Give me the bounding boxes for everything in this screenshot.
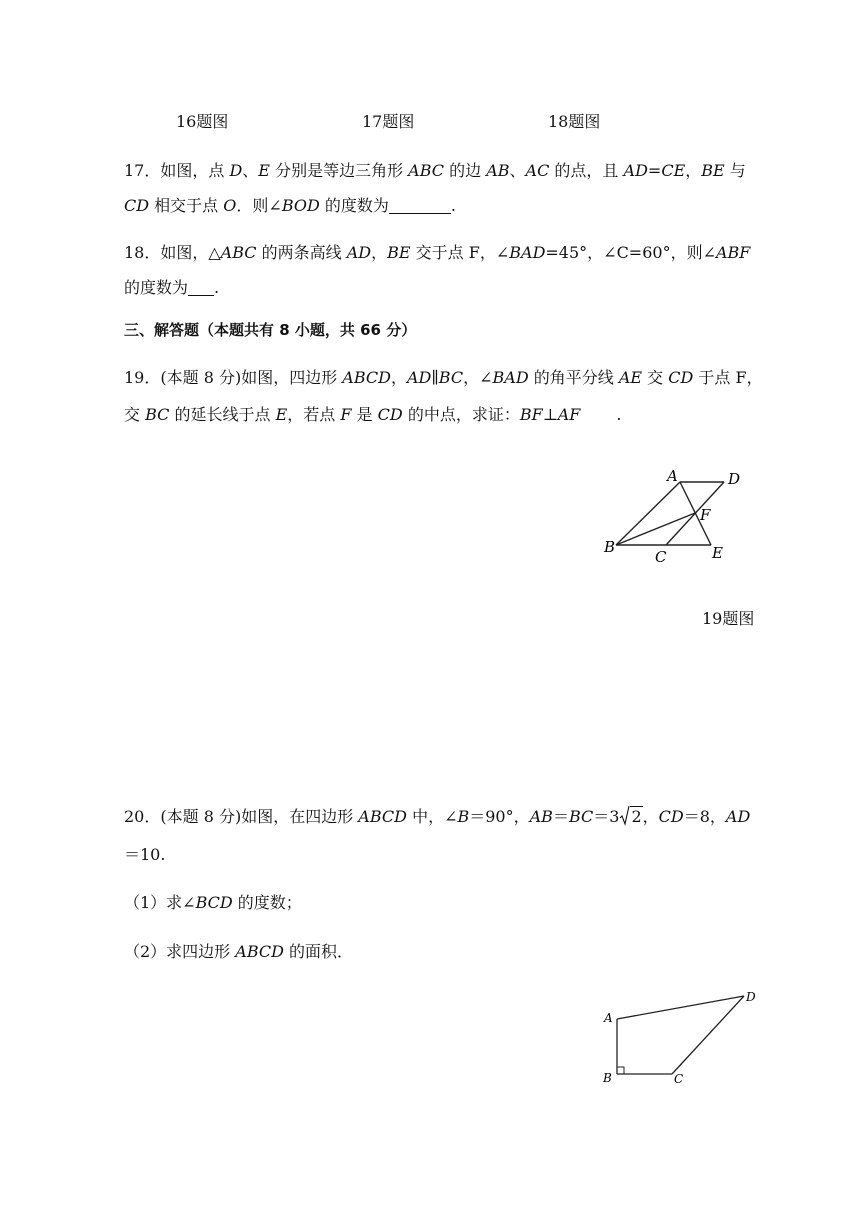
q19-line1 [124, 365, 763, 388]
text-run: 20．(本题 8 分)如图，在四边形 [124, 807, 359, 826]
math-variable: O [223, 196, 237, 215]
text-run: ， [642, 807, 659, 826]
text-run: =45°，∠C=60°，则∠ [545, 243, 716, 262]
math-variable: ABF [715, 243, 751, 262]
text-run: ∥ [431, 368, 439, 387]
q20-line1-text [124, 807, 619, 826]
fig20-label-c: C [674, 1072, 684, 1086]
fig19-label-a: A [667, 467, 678, 485]
math-variable: BF [519, 405, 543, 424]
math-variable: ABCD [342, 368, 391, 387]
text-run: 的度数； [232, 893, 302, 912]
text-run: 18．如图，△ [124, 243, 221, 262]
q17-line2-text [124, 196, 389, 215]
fig19-label-b: B [604, 538, 616, 556]
math-variable: BC [145, 405, 170, 424]
text-run: 于点 F， [693, 368, 763, 387]
q20-line1-after [643, 807, 751, 826]
math-variable: ABC [220, 243, 257, 262]
text-run: 是 [351, 405, 378, 424]
math-variable: BE [701, 161, 725, 180]
math-variable: B [457, 807, 470, 826]
fig20-label-a: A [604, 1011, 613, 1025]
math-variable: D [229, 161, 243, 180]
caption-fig18: 18题图 [548, 112, 601, 131]
math-variable: E [258, 161, 270, 180]
text-run: 交 [124, 405, 146, 424]
q17-period: . [450, 196, 456, 215]
q20-line1 [124, 804, 750, 827]
fig19-label-f: F [700, 506, 711, 524]
text-run: ＝8， [683, 807, 726, 826]
q19-line2-text [124, 405, 580, 424]
math-variable: CD [668, 368, 694, 387]
text-run: ，若点 [287, 405, 341, 424]
fig20-label-d: D [746, 990, 756, 1004]
text-run: 交 [642, 368, 669, 387]
q18-line2-text: 的度数为 [124, 278, 189, 297]
text-run: 交于点 F，∠ [410, 243, 510, 262]
q17-line1 [124, 158, 746, 181]
q18-answer-blank [188, 279, 214, 296]
q18-line2 [124, 275, 219, 298]
q18-period: . [214, 278, 220, 297]
text-run: 19．(本题 8 分)如图，四边形 [124, 368, 343, 387]
math-variable: AD [346, 243, 372, 262]
q20-sqrt [619, 805, 642, 827]
math-variable: ABCD [235, 942, 284, 961]
math-variable: AF [557, 405, 581, 424]
fig20-label-b: B [603, 1071, 612, 1085]
text-run: ， [371, 243, 388, 262]
text-run: ．则∠ [236, 196, 282, 215]
text-run: ＝ [552, 807, 569, 826]
math-variable: AC [525, 161, 550, 180]
text-run: 分别是等边三角形 [269, 161, 409, 180]
math-variable: BAD [509, 243, 546, 262]
text-run: 的度数为 [319, 196, 389, 215]
text-run: 中，∠ [406, 807, 458, 826]
sqrt-sign-icon [619, 805, 630, 827]
q17-answer-blank [389, 197, 451, 214]
text-run: ， [685, 161, 702, 180]
math-variable: AD=CE [623, 161, 686, 180]
text-run: ，∠ [463, 368, 493, 387]
text-run: 的面积． [283, 942, 354, 961]
q18-line1 [124, 240, 750, 263]
caption-fig19: 19题图 [702, 609, 755, 628]
math-variable: ABCD [358, 807, 407, 826]
text-run: ， [390, 368, 407, 387]
math-variable: CD [377, 405, 403, 424]
math-variable: ABC [408, 161, 445, 180]
text-run: 的延长线于点 [169, 405, 276, 424]
math-variable: BE [387, 243, 411, 262]
text-run: 的边 [444, 161, 487, 180]
fig19-label-e: E [712, 544, 723, 562]
math-variable: AB [529, 807, 553, 826]
math-variable: BC [438, 368, 464, 387]
math-variable: CD [124, 196, 150, 215]
q19-line2 [124, 402, 621, 425]
text-run: 相交于点 [149, 196, 224, 215]
figure-20-diagram [598, 986, 768, 1090]
text-run: 的两条高线 [256, 243, 347, 262]
text-run: ⊥ [542, 405, 558, 424]
math-variable: E [275, 405, 288, 424]
caption-fig17: 17题图 [362, 112, 415, 131]
q20-line2: ＝10. [124, 845, 166, 864]
math-variable: BCD [195, 893, 233, 912]
math-variable: AE [618, 368, 643, 387]
math-variable: BAD [492, 368, 529, 387]
caption-fig16: 16题图 [176, 112, 229, 131]
text-run: 、 [509, 161, 526, 180]
fig19-label-d: D [728, 470, 741, 488]
math-variable: AD [725, 807, 751, 826]
section-3-heading: 三、解答题（本题共有 8 小题，共 66 分） [124, 321, 417, 339]
fig19-label-c: C [655, 548, 667, 566]
q20-part1 [124, 890, 302, 913]
figure-19-diagram [596, 464, 756, 570]
math-variable: AD [407, 368, 432, 387]
math-variable: F [340, 405, 352, 424]
text-run: ＝3 [593, 807, 620, 826]
math-variable: CD [658, 807, 684, 826]
text-run: 与 [724, 161, 746, 180]
text-run: 的中点，求证： [402, 405, 520, 424]
math-variable: BC [568, 807, 594, 826]
math-variable: AB [486, 161, 510, 180]
text-run: （2）求四边形 [124, 942, 236, 961]
q19-period: . [616, 405, 622, 424]
text-run: 的点，且 [549, 161, 624, 180]
q20-sqrt-radicand: 2 [631, 807, 642, 826]
text-run: ＝90°， [469, 807, 530, 826]
text-run: （1）求∠ [124, 893, 196, 912]
text-run: 的角平分线 [528, 368, 619, 387]
text-run: 、 [242, 161, 259, 180]
math-variable: BOD [281, 196, 320, 215]
q17-line2 [124, 193, 456, 216]
text-run: 17．如图，点 [124, 161, 230, 180]
q20-part2 [124, 939, 353, 962]
